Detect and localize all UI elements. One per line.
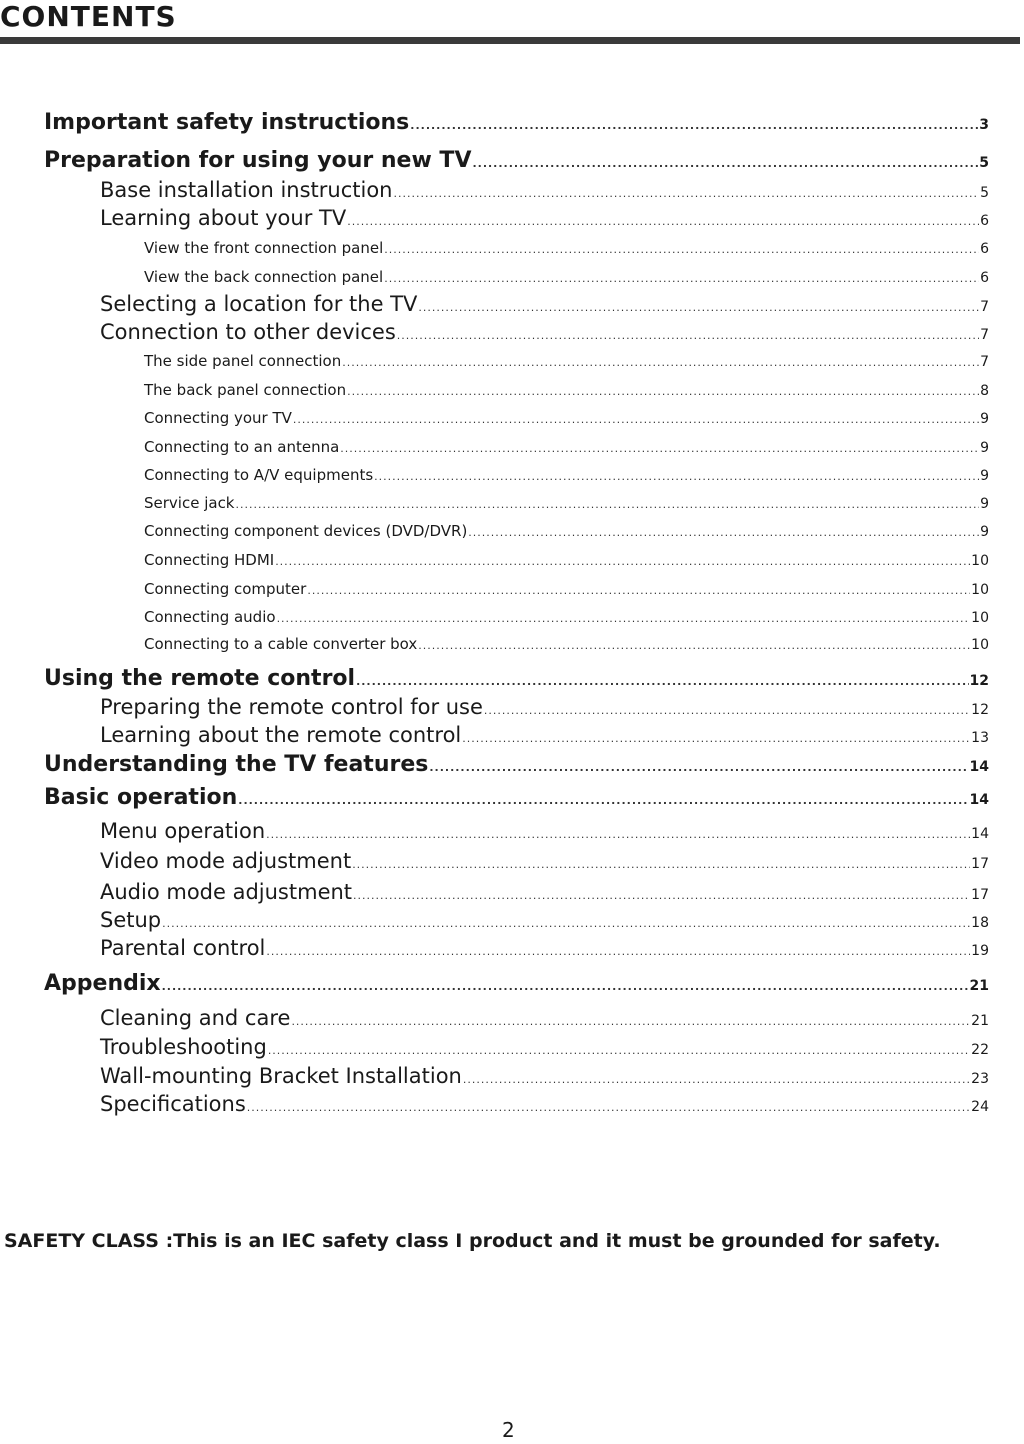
toc-entry[interactable]	[100, 880, 989, 904]
dot-leader	[353, 889, 970, 902]
toc-entry[interactable]	[144, 494, 989, 512]
dot-leader	[410, 119, 978, 132]
toc-entry-page: 3	[979, 117, 989, 133]
dot-leader	[374, 470, 979, 483]
dot-leader	[291, 1015, 970, 1028]
toc-entry[interactable]	[44, 752, 989, 777]
toc-entry-page: 10	[971, 637, 989, 653]
toc-entry[interactable]	[144, 381, 989, 399]
toc-entry[interactable]	[144, 608, 989, 626]
toc-entry-label: Base installation instruction	[100, 178, 393, 202]
toc-entry-page: 14	[969, 759, 989, 775]
dot-leader	[162, 917, 970, 930]
toc-entry[interactable]	[100, 292, 989, 316]
toc-entry-page: 10	[971, 553, 989, 569]
toc-entry-label: Connecting component devices (DVD/DVR)	[144, 522, 468, 540]
toc-entry-label: Learning about the remote control	[100, 723, 462, 747]
toc-entry-page: 17	[971, 887, 989, 903]
toc-entry-label: Understanding the TV features	[44, 752, 429, 777]
dot-leader	[463, 1073, 970, 1086]
toc-entry-page: 23	[971, 1071, 989, 1087]
dot-leader	[352, 858, 970, 871]
toc-entry-label: Connection to other devices	[100, 320, 396, 344]
toc-entry[interactable]	[100, 1092, 989, 1116]
toc-entry-label: View the back connection panel	[144, 268, 384, 286]
dot-leader	[384, 272, 979, 285]
toc-entry-label: Learning about your TV	[100, 206, 347, 230]
toc-entry-page: 9	[980, 411, 989, 427]
toc-entry[interactable]	[44, 110, 989, 135]
toc-entry-label: Cleaning and care	[100, 1006, 291, 1030]
toc-entry-page: 21	[971, 1013, 989, 1029]
toc-entry-page: 6	[980, 270, 989, 286]
toc-entry-label: Basic operation	[44, 785, 238, 810]
toc-entry[interactable]	[100, 936, 989, 960]
dot-leader	[236, 498, 980, 511]
toc-entry-label: Connecting HDMI	[144, 551, 275, 569]
dot-leader	[468, 526, 979, 539]
toc-entry-page: 21	[969, 978, 989, 994]
toc-entry-page: 22	[971, 1042, 989, 1058]
toc-entry[interactable]	[100, 908, 989, 932]
toc-entry-label: Connecting your TV	[144, 409, 292, 427]
toc-entry[interactable]	[144, 635, 989, 653]
page-title: CONTENTS	[0, 0, 177, 33]
toc-entry[interactable]	[100, 1035, 989, 1059]
toc-entry[interactable]	[44, 148, 989, 173]
dot-leader	[238, 794, 968, 807]
dot-leader	[247, 1101, 970, 1114]
toc-entry-page: 12	[969, 673, 989, 689]
toc-entry-label: Important safety instructions	[44, 110, 410, 135]
dot-leader	[307, 584, 970, 597]
toc-entry-label: View the front connection panel	[144, 239, 384, 257]
toc-entry-label: Menu operation	[100, 819, 266, 843]
dot-leader	[347, 385, 979, 398]
toc-entry-page: 10	[971, 582, 989, 598]
toc-entry-page: 9	[980, 440, 989, 456]
toc-entry-page: 9	[980, 496, 989, 512]
toc-entry-page: 10	[971, 610, 989, 626]
dot-leader	[277, 612, 971, 625]
toc-entry-page: 19	[971, 943, 989, 959]
toc-entry-page: 12	[971, 702, 989, 718]
dot-leader	[356, 675, 968, 688]
toc-entry-label: Service jack	[144, 494, 235, 512]
toc-entry[interactable]	[144, 409, 989, 427]
toc-entry-page: 8	[980, 383, 989, 399]
toc-entry-page: 5	[980, 185, 989, 201]
toc-entry-page: 17	[971, 856, 989, 872]
toc-entry[interactable]	[144, 438, 989, 456]
dot-leader	[275, 555, 970, 568]
dot-leader	[340, 442, 979, 455]
toc-entry[interactable]	[144, 466, 989, 484]
safety-class-note: SAFETY CLASS :This is an IEC safety class I product and it must be grounded for safety.	[4, 1230, 941, 1252]
dot-leader	[268, 1044, 970, 1057]
toc-entry-label: The back panel connection	[144, 381, 347, 399]
toc-entry-page: 6	[980, 213, 989, 229]
dot-leader	[347, 215, 979, 228]
dot-leader	[484, 704, 970, 717]
dot-leader	[472, 157, 978, 170]
toc-entry[interactable]	[44, 971, 989, 996]
toc-entry[interactable]	[144, 268, 989, 286]
toc-entry-label: Specifications	[100, 1092, 246, 1116]
toc-entry[interactable]	[100, 320, 989, 344]
toc-entry-page: 7	[980, 327, 989, 343]
toc-entry-page: 9	[980, 524, 989, 540]
toc-entry-label: Parental control	[100, 936, 266, 960]
toc-entry[interactable]	[144, 352, 989, 370]
dot-leader	[342, 356, 979, 369]
dot-leader	[462, 732, 970, 745]
toc-entry-label: Audio mode adjustment	[100, 880, 353, 904]
toc-entry-label: The side panel connection	[144, 352, 342, 370]
toc-entry[interactable]	[100, 819, 989, 843]
toc-entry-page: 6	[980, 241, 989, 257]
toc-entry[interactable]	[144, 551, 989, 569]
dot-leader	[162, 980, 969, 993]
toc-entry-page: 7	[980, 299, 989, 315]
page-number: 2	[502, 1418, 515, 1442]
toc-entry-label: Preparation for using your new TV	[44, 148, 472, 173]
toc-entry[interactable]	[100, 178, 989, 202]
toc-entry[interactable]	[100, 1006, 989, 1030]
toc-entry-label: Connecting to A/V equipments	[144, 466, 374, 484]
toc-entry-page: 5	[979, 155, 989, 171]
toc-entry-label: Wall-mounting Bracket Installation	[100, 1064, 462, 1088]
toc-entry[interactable]	[44, 785, 989, 810]
dot-leader	[266, 828, 970, 841]
dot-leader	[418, 301, 979, 314]
toc-entry-label: Appendix	[44, 971, 161, 996]
toc-entry[interactable]	[144, 239, 989, 257]
dot-leader	[266, 945, 970, 958]
toc-entry[interactable]	[100, 695, 989, 719]
toc-entry[interactable]	[44, 666, 989, 691]
toc-entry-label: Connecting to a cable converter box	[144, 635, 418, 653]
toc-entry-page: 14	[971, 826, 989, 842]
toc-entry-label: Connecting to an antenna	[144, 438, 340, 456]
toc-entry-page: 18	[971, 915, 989, 931]
dot-leader	[397, 329, 979, 342]
dot-leader	[393, 187, 979, 200]
toc-entry-label: Troubleshooting	[100, 1035, 267, 1059]
dot-leader	[384, 243, 979, 256]
toc-entry-page: 14	[969, 792, 989, 808]
toc-entry[interactable]	[144, 580, 989, 598]
toc-entry-label: Video mode adjustment	[100, 849, 352, 873]
toc-entry-label: Connecting computer	[144, 580, 307, 598]
dot-leader	[418, 639, 970, 652]
toc-entry-page: 7	[980, 354, 989, 370]
toc-entry-label: Selecting a location for the TV	[100, 292, 418, 316]
toc-entry-page: 13	[971, 730, 989, 746]
toc-entry-label: Connecting audio	[144, 608, 276, 626]
toc-entry-page: 9	[980, 468, 989, 484]
toc-entry-label: Setup	[100, 908, 162, 932]
toc-entry-label: Using the remote control	[44, 666, 356, 691]
toc-entry[interactable]	[100, 206, 989, 230]
toc-entry[interactable]	[144, 522, 989, 540]
toc-entry-page: 24	[971, 1099, 989, 1115]
dot-leader	[293, 413, 979, 426]
toc-entry-label: Preparing the remote control for use	[100, 695, 483, 719]
toc-entry[interactable]	[100, 723, 989, 747]
title-divider	[0, 37, 1020, 44]
toc-entry[interactable]	[100, 849, 989, 873]
toc-entry[interactable]	[100, 1064, 989, 1088]
dot-leader	[429, 761, 968, 774]
